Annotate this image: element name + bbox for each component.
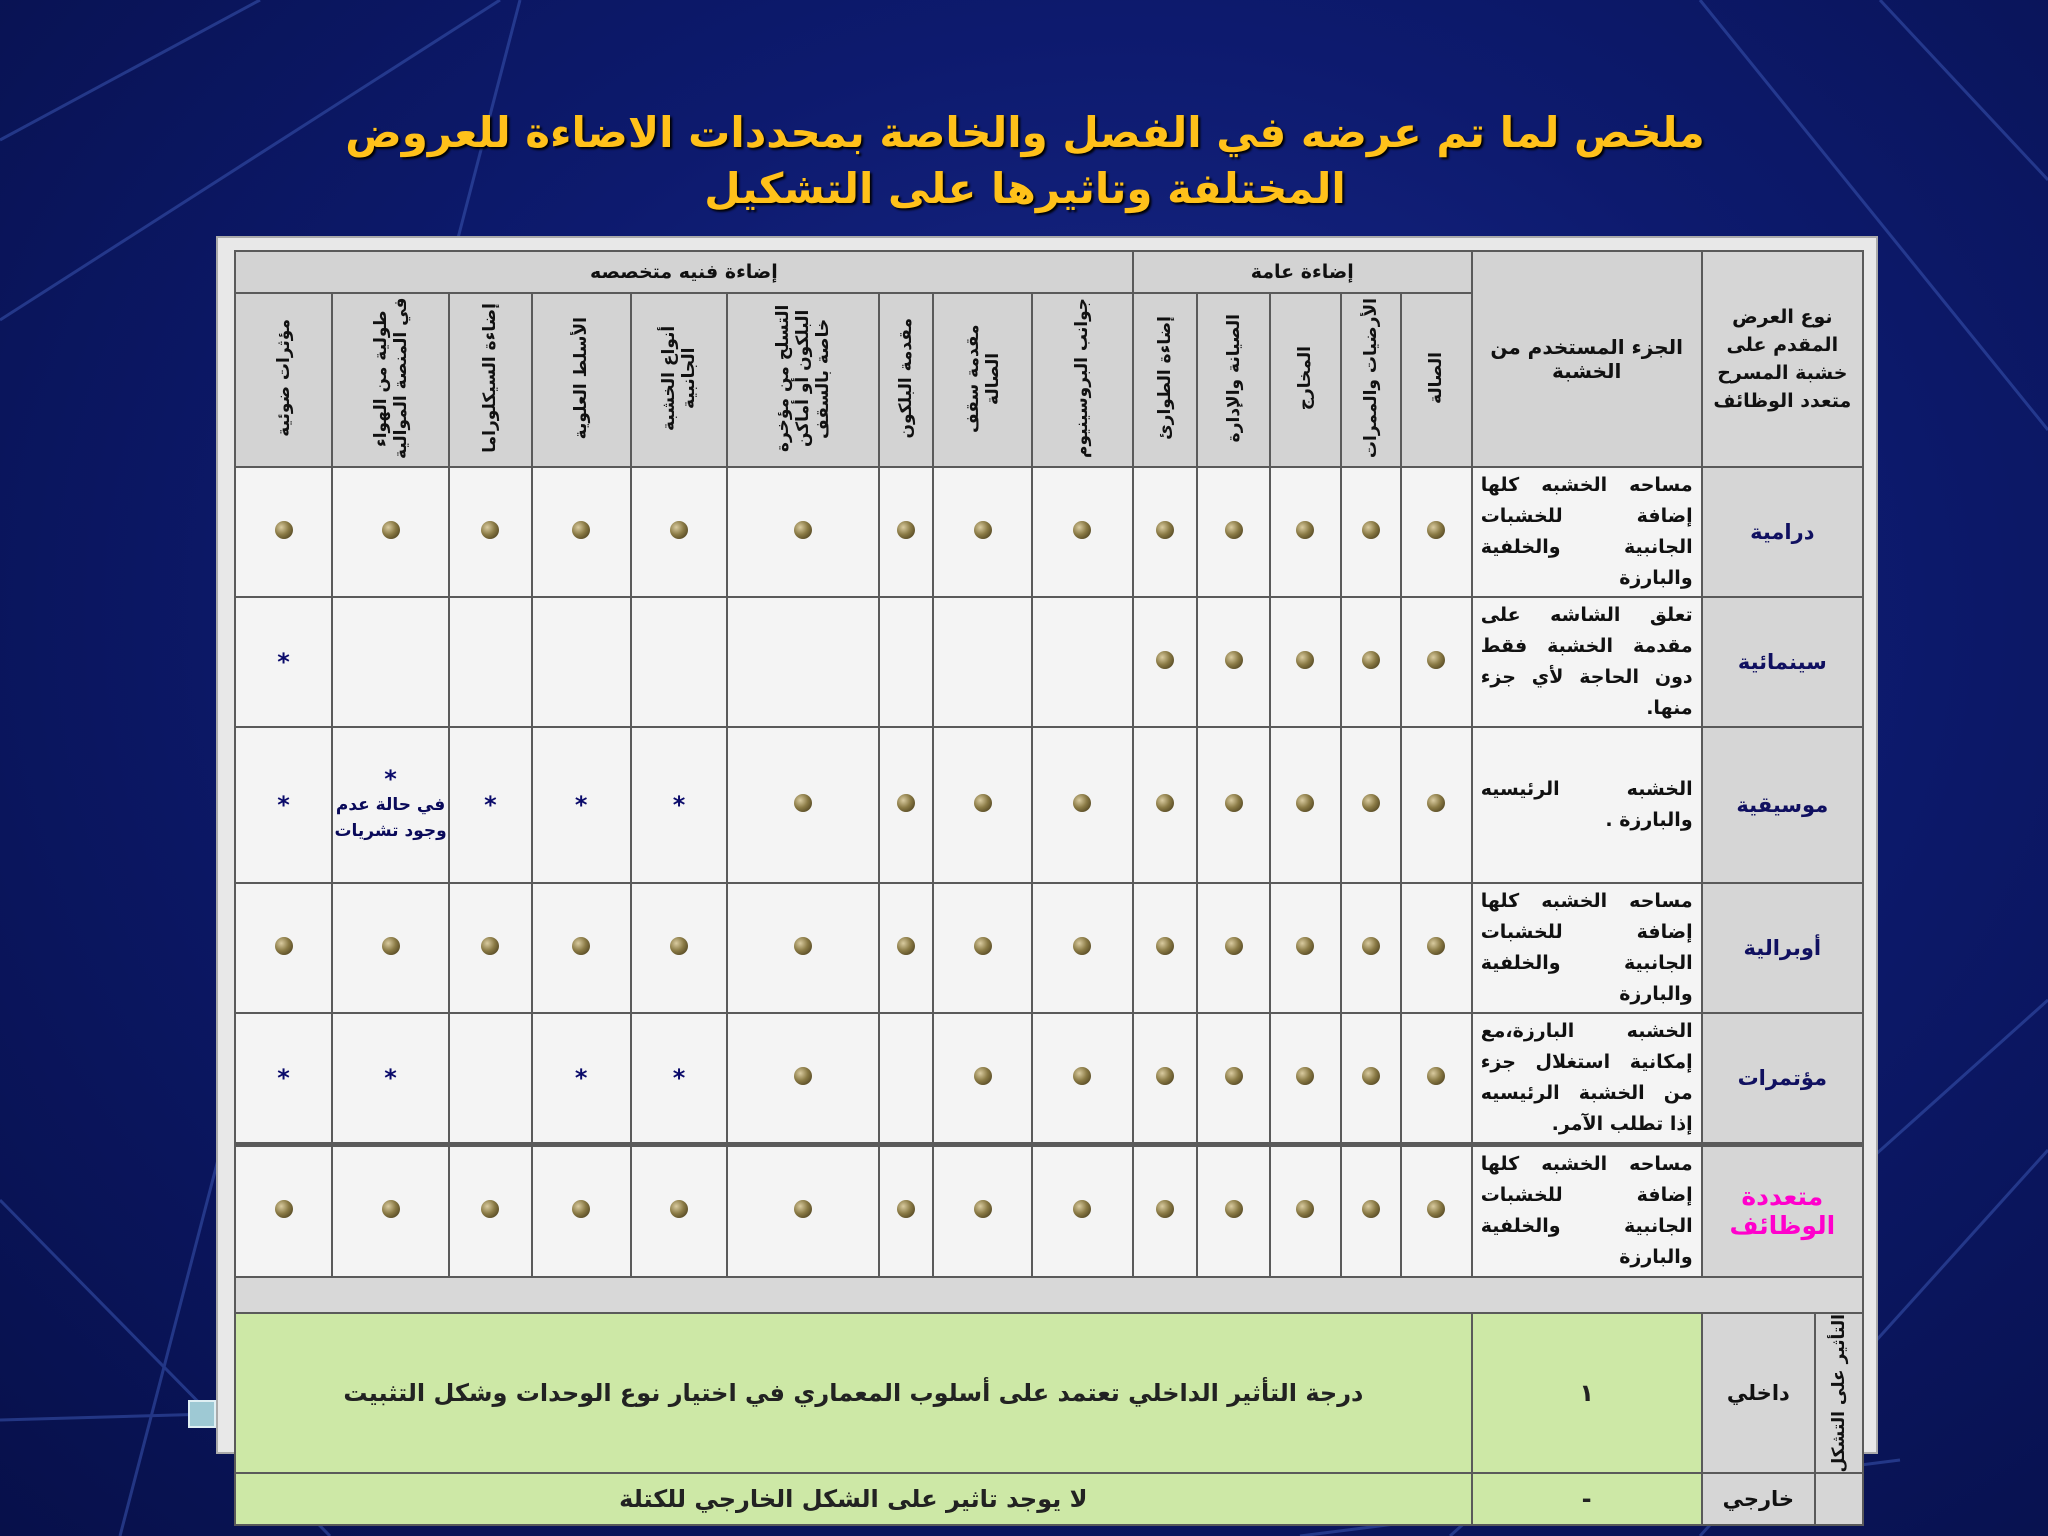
matrix-cell bbox=[332, 1145, 449, 1277]
dot-marker-icon bbox=[794, 1067, 812, 1085]
col-header-label: إضاءة السيكلوراما bbox=[480, 303, 501, 453]
dot-marker-icon bbox=[974, 1067, 992, 1085]
matrix-cell bbox=[1197, 597, 1270, 727]
col-header-label: الأسلط العلوية bbox=[571, 316, 592, 440]
matrix-cell bbox=[879, 1013, 933, 1145]
col-header-label: التسلح من مؤخرة البلكون أو أماكن خاصة بالسقف bbox=[773, 304, 834, 452]
matrix-cell bbox=[1341, 467, 1402, 597]
dot-marker-icon bbox=[1225, 521, 1243, 539]
dot-marker-icon bbox=[1225, 937, 1243, 955]
matrix-cell bbox=[1401, 597, 1472, 727]
matrix-cell bbox=[532, 597, 631, 727]
dot-marker-icon bbox=[572, 1200, 590, 1218]
col-header-effects bbox=[235, 293, 332, 467]
matrix-cell bbox=[235, 1145, 332, 1277]
matrix-cell bbox=[933, 1013, 1032, 1145]
col-header-label: إضاءة الطوارئ bbox=[1155, 316, 1176, 440]
impact-row-internal bbox=[235, 1313, 1863, 1474]
matrix-cell bbox=[727, 597, 878, 727]
show-type-cell: موسيقية bbox=[1702, 727, 1863, 883]
dot-marker-icon bbox=[1156, 1067, 1174, 1085]
matrix-cell bbox=[332, 597, 449, 727]
dot-marker-icon bbox=[1427, 651, 1445, 669]
dot-marker-icon bbox=[897, 1200, 915, 1218]
matrix-cell bbox=[1270, 1145, 1341, 1277]
matrix-cell bbox=[235, 467, 332, 597]
impact-group-spacer bbox=[1814, 1474, 1862, 1524]
matrix-cell bbox=[727, 467, 878, 597]
star-marker: * bbox=[384, 1064, 397, 1092]
star-marker: * bbox=[277, 1064, 290, 1092]
matrix-cell bbox=[1341, 1145, 1402, 1277]
stage-part-cell: مساحه الخشبه كلها إضافة للخشبات الجانبية والخلفية والبارزة bbox=[1472, 1145, 1702, 1277]
matrix-cell bbox=[1270, 883, 1341, 1013]
col-header-proscenium bbox=[1032, 293, 1133, 467]
dot-marker-icon bbox=[275, 521, 293, 539]
matrix-cell bbox=[532, 883, 631, 1013]
col-header-label: طولية من الهواء في المنصة الموالية bbox=[370, 297, 411, 459]
matrix-cell bbox=[1270, 727, 1341, 883]
matrix-cell bbox=[631, 597, 728, 727]
dot-marker-icon bbox=[1296, 794, 1314, 812]
matrix-cell bbox=[631, 727, 728, 883]
col-header-label: مؤثرات ضوئية bbox=[273, 319, 294, 437]
dot-marker-icon bbox=[670, 937, 688, 955]
table-row bbox=[235, 1013, 1863, 1145]
col-header-label: الصالة bbox=[1426, 351, 1447, 405]
matrix-cell bbox=[1197, 1145, 1270, 1277]
matrix-cell bbox=[1133, 1145, 1198, 1277]
dot-marker-icon bbox=[1156, 651, 1174, 669]
dot-marker-icon bbox=[1225, 1200, 1243, 1218]
impact-external-label: خارجي bbox=[1722, 1487, 1795, 1512]
dot-marker-icon bbox=[1073, 794, 1091, 812]
dot-marker-icon bbox=[1225, 794, 1243, 812]
dot-marker-icon bbox=[897, 937, 915, 955]
dot-marker-icon bbox=[1427, 1067, 1445, 1085]
show-type-cell: متعددة الوظائف bbox=[1702, 1145, 1863, 1277]
impact-cell bbox=[1702, 1473, 1863, 1525]
dot-marker-icon bbox=[897, 794, 915, 812]
lighting-summary-table bbox=[234, 250, 1864, 1526]
matrix-cell bbox=[532, 1145, 631, 1277]
dot-marker-icon bbox=[572, 937, 590, 955]
star-marker: * bbox=[384, 765, 397, 793]
show-type-cell: سينمائية bbox=[1702, 597, 1863, 727]
show-type-cell: مؤتمرات bbox=[1702, 1013, 1863, 1145]
title-line-2: المختلفة وتاثيرها على التشكيل bbox=[704, 164, 1346, 213]
matrix-cell bbox=[879, 1145, 933, 1277]
dot-marker-icon bbox=[1427, 937, 1445, 955]
col-header-hall bbox=[1401, 293, 1472, 467]
matrix-cell bbox=[235, 883, 332, 1013]
header-general-lighting: إضاءة عامة bbox=[1133, 251, 1472, 293]
matrix-cell bbox=[1401, 883, 1472, 1013]
impact-external-description: لا يوجد تاثير على الشكل الخارجي للكتلة bbox=[235, 1473, 1472, 1525]
matrix-cell bbox=[1341, 727, 1402, 883]
col-header-long-air bbox=[332, 293, 449, 467]
col-header-exits bbox=[1270, 293, 1341, 467]
col-header-emergency bbox=[1133, 293, 1198, 467]
impact-internal-label: داخلي bbox=[1726, 1380, 1790, 1405]
dot-marker-icon bbox=[794, 937, 812, 955]
dot-marker-icon bbox=[275, 1200, 293, 1218]
dot-marker-icon bbox=[481, 521, 499, 539]
header-stage-part-label: الجزء المستخدم من الخشبة bbox=[1490, 335, 1683, 383]
dot-marker-icon bbox=[670, 521, 688, 539]
matrix-cell bbox=[1341, 883, 1402, 1013]
dot-marker-icon bbox=[974, 937, 992, 955]
dot-marker-icon bbox=[1296, 1067, 1314, 1085]
spacer-row bbox=[235, 1277, 1863, 1313]
dot-marker-icon bbox=[1073, 937, 1091, 955]
dot-marker-icon bbox=[382, 521, 400, 539]
matrix-cell bbox=[727, 1013, 878, 1145]
col-header-rear-balcony bbox=[727, 293, 878, 467]
col-header-label: الأرضيات والممرات bbox=[1360, 297, 1381, 459]
dot-marker-icon bbox=[1073, 1067, 1091, 1085]
dot-marker-icon bbox=[1362, 521, 1380, 539]
matrix-cell bbox=[631, 1145, 728, 1277]
dot-marker-icon bbox=[1427, 794, 1445, 812]
table-row bbox=[235, 1145, 1863, 1277]
dot-marker-icon bbox=[1156, 521, 1174, 539]
matrix-cell bbox=[1270, 1013, 1341, 1145]
matrix-cell bbox=[235, 597, 332, 727]
header-show-type bbox=[1702, 251, 1863, 467]
note-text: في حالة عدم وجود تشريات bbox=[334, 795, 447, 841]
matrix-cell bbox=[631, 1013, 728, 1145]
dot-marker-icon bbox=[974, 521, 992, 539]
matrix-cell bbox=[532, 727, 631, 883]
col-header-top-battens bbox=[532, 293, 631, 467]
matrix-cell bbox=[449, 883, 532, 1013]
dot-marker-icon bbox=[481, 937, 499, 955]
matrix-cell bbox=[332, 1013, 449, 1145]
matrix-cell bbox=[1032, 1145, 1133, 1277]
col-header-hall-ceiling bbox=[933, 293, 1032, 467]
impact-label-wrap bbox=[1703, 1314, 1862, 1473]
dot-marker-icon bbox=[897, 521, 915, 539]
dot-marker-icon bbox=[794, 794, 812, 812]
title-line-1: ملخص لما تم عرضه في الفصل والخاصة بمحددات الاضاءة للعروض bbox=[345, 108, 1705, 157]
matrix-cell bbox=[332, 727, 449, 883]
matrix-cell bbox=[631, 883, 728, 1013]
matrix-cell bbox=[879, 597, 933, 727]
matrix-cell bbox=[1032, 467, 1133, 597]
matrix-cell bbox=[532, 467, 631, 597]
dot-marker-icon bbox=[1362, 937, 1380, 955]
matrix-cell bbox=[235, 1013, 332, 1145]
matrix-cell bbox=[449, 467, 532, 597]
col-header-floors bbox=[1341, 293, 1402, 467]
col-header-label: مقدمة البلكون bbox=[895, 317, 916, 439]
matrix-cell bbox=[1133, 1013, 1198, 1145]
matrix-cell bbox=[1341, 597, 1402, 727]
table-body bbox=[235, 467, 1863, 1277]
matrix-cell bbox=[933, 467, 1032, 597]
col-header-label: مقدمة سقف الصالة bbox=[962, 323, 1003, 433]
matrix-cell bbox=[727, 883, 878, 1013]
impact-row-external bbox=[235, 1473, 1863, 1525]
stage-part-cell: تعلق الشاشه على مقدمة الخشبة فقط دون الحاجة لأي جزء منها. bbox=[1472, 597, 1702, 727]
dot-marker-icon bbox=[1296, 937, 1314, 955]
matrix-cell bbox=[1032, 883, 1133, 1013]
matrix-cell bbox=[1341, 1013, 1402, 1145]
matrix-cell bbox=[933, 597, 1032, 727]
matrix-cell bbox=[449, 1013, 532, 1145]
matrix-cell bbox=[1032, 1013, 1133, 1145]
dot-marker-icon bbox=[1362, 794, 1380, 812]
matrix-cell bbox=[1197, 467, 1270, 597]
matrix-cell bbox=[332, 467, 449, 597]
dot-marker-icon bbox=[1427, 521, 1445, 539]
matrix-cell bbox=[449, 727, 532, 883]
table-row bbox=[235, 597, 1863, 727]
matrix-cell bbox=[631, 467, 728, 597]
matrix-cell bbox=[1032, 727, 1133, 883]
star-marker: * bbox=[574, 1064, 588, 1092]
matrix-cell bbox=[727, 727, 878, 883]
header-technical-lighting: إضاءة فنيه متخصصه bbox=[235, 251, 1133, 293]
star-marker: * bbox=[277, 648, 290, 676]
matrix-cell bbox=[933, 883, 1032, 1013]
dot-marker-icon bbox=[1225, 1067, 1243, 1085]
dot-marker-icon bbox=[382, 1200, 400, 1218]
dot-marker-icon bbox=[1073, 521, 1091, 539]
dot-marker-icon bbox=[1362, 1200, 1380, 1218]
header-stage-part bbox=[1472, 251, 1702, 467]
dot-marker-icon bbox=[1362, 651, 1380, 669]
impact-internal-value: ١ bbox=[1472, 1313, 1702, 1474]
stage-part-cell: الخشبه البارزة،مع إمكانية استغلال جزء من الخشبة الرئيسيه إذا تطلب الآمر. bbox=[1472, 1013, 1702, 1145]
matrix-cell bbox=[879, 883, 933, 1013]
star-marker: * bbox=[672, 791, 686, 819]
star-marker: * bbox=[484, 791, 497, 819]
dot-marker-icon bbox=[1427, 1200, 1445, 1218]
table-row bbox=[235, 883, 1863, 1013]
matrix-cell bbox=[532, 1013, 631, 1145]
impact-group-label bbox=[1814, 1314, 1862, 1473]
dot-marker-icon bbox=[1362, 1067, 1380, 1085]
dot-marker-icon bbox=[1296, 651, 1314, 669]
col-header-label: الصيانة والإدارة bbox=[1223, 313, 1244, 443]
col-header-cyclorama bbox=[449, 293, 532, 467]
stage-part-cell: الخشبه الرئيسيه والبارزة . bbox=[1472, 727, 1702, 883]
header-show-type-label: نوع العرض المقدم على خشبة المسرح متعدد الوظائف bbox=[1713, 306, 1852, 412]
dot-marker-icon bbox=[974, 794, 992, 812]
dot-marker-icon bbox=[1156, 794, 1174, 812]
dot-marker-icon bbox=[1296, 521, 1314, 539]
dot-marker-icon bbox=[794, 1200, 812, 1218]
summary-table-frame bbox=[216, 236, 1878, 1514]
conditional-note bbox=[333, 766, 448, 844]
dot-marker-icon bbox=[1156, 1200, 1174, 1218]
matrix-cell bbox=[933, 1145, 1032, 1277]
spacer-cell bbox=[235, 1277, 1863, 1313]
star-marker: * bbox=[574, 791, 588, 819]
col-header-side-stage bbox=[631, 293, 728, 467]
dot-marker-icon bbox=[1225, 651, 1243, 669]
dot-marker-icon bbox=[794, 521, 812, 539]
show-type-cell: درامية bbox=[1702, 467, 1863, 597]
col-header-label: المخارج bbox=[1295, 345, 1316, 411]
matrix-cell bbox=[1270, 597, 1341, 727]
matrix-cell bbox=[1197, 883, 1270, 1013]
matrix-cell bbox=[933, 727, 1032, 883]
matrix-cell bbox=[1133, 727, 1198, 883]
slide-bullet-icon bbox=[188, 1400, 216, 1428]
matrix-cell bbox=[1197, 727, 1270, 883]
impact-internal-description: درجة التأثير الداخلي تعتمد على أسلوب المعماري في اختيار نوع الوحدات وشكل التثبيت bbox=[235, 1313, 1472, 1474]
matrix-cell bbox=[879, 467, 933, 597]
matrix-cell bbox=[1133, 467, 1198, 597]
matrix-cell bbox=[727, 1145, 878, 1277]
slide-title bbox=[300, 105, 1750, 217]
matrix-cell bbox=[1133, 597, 1198, 727]
matrix-cell bbox=[1270, 467, 1341, 597]
table-row bbox=[235, 467, 1863, 597]
stage-part-cell: مساحه الخشبه كلها إضافة للخشبات الجانبية والخلفية والبارزة bbox=[1472, 467, 1702, 597]
matrix-cell bbox=[332, 883, 449, 1013]
dot-marker-icon bbox=[974, 1200, 992, 1218]
show-type-cell: أوبرالية bbox=[1702, 883, 1863, 1013]
dot-marker-icon bbox=[1156, 937, 1174, 955]
dot-marker-icon bbox=[275, 937, 293, 955]
matrix-cell bbox=[1401, 1145, 1472, 1277]
matrix-cell bbox=[1401, 467, 1472, 597]
stage-part-cell: مساحه الخشبه كلها إضافة للخشبات الجانبية والخلفية والبارزة bbox=[1472, 883, 1702, 1013]
col-header-maintenance bbox=[1197, 293, 1270, 467]
col-header-label: أنواع الخشبة الجانبية bbox=[659, 325, 699, 431]
dot-marker-icon bbox=[1296, 1200, 1314, 1218]
matrix-cell bbox=[1133, 883, 1198, 1013]
matrix-cell bbox=[449, 597, 532, 727]
matrix-cell bbox=[449, 1145, 532, 1277]
matrix-cell bbox=[1032, 597, 1133, 727]
impact-group-text: التأثير على التشكل bbox=[1829, 1313, 1849, 1473]
impact-cell bbox=[1702, 1313, 1863, 1474]
matrix-cell bbox=[879, 727, 933, 883]
dot-marker-icon bbox=[1073, 1200, 1091, 1218]
dot-marker-icon bbox=[572, 521, 590, 539]
col-header-label: جوانب البروسينيوم bbox=[1072, 298, 1093, 458]
dot-marker-icon bbox=[382, 937, 400, 955]
col-header-balcony bbox=[879, 293, 933, 467]
dot-marker-icon bbox=[481, 1200, 499, 1218]
matrix-cell bbox=[1401, 727, 1472, 883]
dot-marker-icon bbox=[670, 1200, 688, 1218]
impact-label-wrap bbox=[1703, 1474, 1862, 1524]
matrix-cell bbox=[1197, 1013, 1270, 1145]
star-marker: * bbox=[672, 1064, 686, 1092]
star-marker: * bbox=[277, 791, 290, 819]
impact-external-value: - bbox=[1472, 1473, 1702, 1525]
matrix-cell bbox=[235, 727, 332, 883]
table-row bbox=[235, 727, 1863, 883]
matrix-cell bbox=[1401, 1013, 1472, 1145]
